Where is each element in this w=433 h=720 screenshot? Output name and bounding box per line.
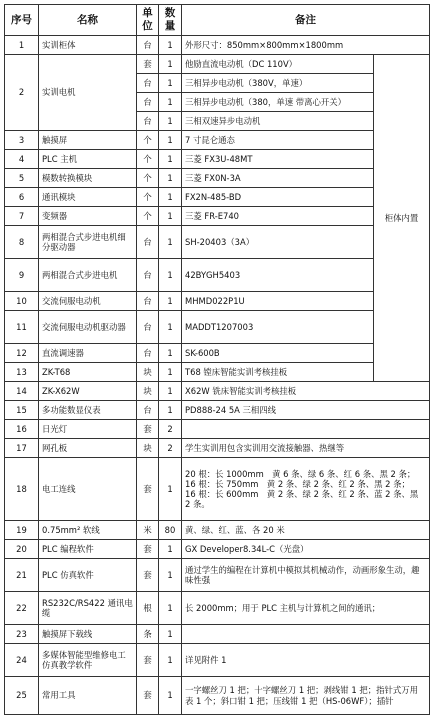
row-number: 17 [5, 439, 39, 458]
item-remark: 通过学生的编程在计算机中模拟其机械动作，动画形象生动，趣味性强 [182, 559, 430, 592]
row-number: 15 [5, 401, 39, 420]
header-no: 序号 [5, 5, 39, 36]
item-unit: 根 [137, 592, 159, 625]
item-unit: 台 [137, 259, 159, 292]
item-qty: 1 [159, 382, 182, 401]
item-unit: 台 [137, 401, 159, 420]
row-number: 23 [5, 625, 39, 644]
group-remark: 柜体内置 [374, 55, 430, 382]
item-name: 变频器 [39, 207, 137, 226]
remark-line: 2 条。 [185, 499, 210, 510]
item-remark: 三菱 FR-E740 [182, 207, 374, 226]
item-unit: 套 [137, 458, 159, 521]
item-name: 触摸屏下载线 [39, 625, 137, 644]
item-qty: 1 [159, 93, 182, 112]
item-name: 电工连线 [39, 458, 137, 521]
item-qty: 1 [159, 458, 182, 521]
item-remark: 学生实训用包含实训用交流接触器、热继等 [182, 439, 430, 458]
item-qty: 1 [159, 344, 182, 363]
item-name: 实训电机 [39, 55, 137, 131]
item-qty: 2 [159, 420, 182, 439]
row-number: 20 [5, 540, 39, 559]
row-number: 13 [5, 363, 39, 382]
table-row [5, 420, 430, 439]
row-number: 11 [5, 311, 39, 344]
item-name: PLC 编程软件 [39, 540, 137, 559]
remark-line: 16 根：长 600mm 黄 2 条、绿 2 条、红 2 条、蓝 2 条、黑 [185, 489, 419, 499]
item-name: 触摸屏 [39, 131, 137, 150]
item-qty: 1 [159, 188, 182, 207]
table-row [5, 363, 430, 382]
row-number: 2 [5, 55, 39, 131]
item-qty: 1 [159, 55, 182, 74]
item-remark: FX2N-485-BD [182, 188, 374, 207]
table-row [5, 311, 430, 344]
item-unit: 台 [137, 36, 159, 55]
item-unit: 块 [137, 363, 159, 382]
item-name: 实训柜体 [39, 36, 137, 55]
table-row [5, 169, 430, 188]
row-number: 3 [5, 131, 39, 150]
item-remark: SH-20403（3A） [182, 226, 374, 259]
item-name: 交流伺服电动机驱动器 [39, 311, 137, 344]
table-row [5, 344, 430, 363]
item-qty: 80 [159, 521, 182, 540]
row-number: 9 [5, 259, 39, 292]
table-row [5, 559, 430, 592]
table-row [5, 188, 430, 207]
item-name: 0.75mm² 软线 [39, 521, 137, 540]
row-number: 25 [5, 677, 39, 715]
header-remark: 备注 [182, 5, 430, 36]
item-remark: MHMD022P1U [182, 292, 374, 311]
table-row [5, 521, 430, 540]
item-unit: 台 [137, 344, 159, 363]
item-unit: 套 [137, 420, 159, 439]
item-name: 模数转换模块 [39, 169, 137, 188]
header-unit: 单位 [137, 5, 159, 36]
table-row [5, 131, 430, 150]
item-remark: 外形尺寸：850mm×800mm×1800mm [182, 36, 430, 55]
header-name: 名称 [39, 5, 137, 36]
item-qty: 1 [159, 625, 182, 644]
item-qty: 1 [159, 169, 182, 188]
header-row [5, 5, 430, 36]
item-unit: 套 [137, 540, 159, 559]
row-number: 19 [5, 521, 39, 540]
row-number: 5 [5, 169, 39, 188]
item-name: 通讯模块 [39, 188, 137, 207]
table-row [5, 592, 430, 625]
item-unit: 条 [137, 625, 159, 644]
item-remark: GX Developer8.34L-C（光盘） [182, 540, 430, 559]
item-unit: 套 [137, 559, 159, 592]
row-number: 8 [5, 226, 39, 259]
item-qty: 1 [159, 259, 182, 292]
table-row [5, 540, 430, 559]
item-name: 多功能数显仪表 [39, 401, 137, 420]
table-row [5, 226, 430, 259]
item-unit: 台 [137, 74, 159, 93]
item-remark: 三相异步电动机（380，单速 带离心开关） [182, 93, 374, 112]
row-number: 14 [5, 382, 39, 401]
item-remark [182, 625, 430, 644]
row-number: 7 [5, 207, 39, 226]
table-row [5, 55, 430, 74]
remark-line: 16 根：长 750mm 黄 2 条、绿 2 条、红 2 条、黑 2 条； [185, 478, 410, 489]
item-name: RS232C/RS422 通讯电缆 [39, 592, 137, 625]
table-row [5, 458, 430, 521]
item-unit: 米 [137, 521, 159, 540]
row-number: 1 [5, 36, 39, 55]
item-remark: MADDT1207003 [182, 311, 374, 344]
item-remark: 三相双速异步电动机 [182, 112, 374, 131]
item-qty: 1 [159, 150, 182, 169]
table-row [5, 644, 430, 677]
item-name: ZK-X62W [39, 382, 137, 401]
item-remark: 7 寸昆仑通态 [182, 131, 374, 150]
item-name: 日光灯 [39, 420, 137, 439]
item-unit: 台 [137, 292, 159, 311]
item-unit: 个 [137, 131, 159, 150]
item-remark: 一字螺丝刀 1 把；十字螺丝刀 1 把；剥线钳 1 把；指针式万用表 1 个；斜口钳 1 把；压线钳 1 把（HS-06WF）；插针 [182, 677, 430, 715]
item-remark: T68 镗床智能实训考核挂板 [182, 363, 374, 382]
item-name: 直流调速器 [39, 344, 137, 363]
item-qty: 1 [159, 226, 182, 259]
item-qty: 1 [159, 559, 182, 592]
table-row [5, 401, 430, 420]
item-name: 两相混合式步进电机细分驱动器 [39, 226, 137, 259]
item-unit: 套 [137, 677, 159, 715]
item-qty: 2 [159, 439, 182, 458]
item-name: 常用工具 [39, 677, 137, 715]
row-number: 18 [5, 458, 39, 521]
row-number: 6 [5, 188, 39, 207]
item-qty: 1 [159, 540, 182, 559]
item-remark [182, 420, 430, 439]
item-qty: 1 [159, 292, 182, 311]
row-number: 24 [5, 644, 39, 677]
item-qty: 1 [159, 112, 182, 131]
row-number: 12 [5, 344, 39, 363]
row-number: 4 [5, 150, 39, 169]
item-qty: 1 [159, 363, 182, 382]
item-name: ZK-T68 [39, 363, 137, 382]
item-qty: 1 [159, 401, 182, 420]
item-unit: 块 [137, 439, 159, 458]
item-qty: 1 [159, 644, 182, 677]
item-name: 多媒体智能型维修电工仿真教学软件 [39, 644, 137, 677]
table-row [5, 207, 430, 226]
remark-line: 20 根：长 1000mm 黄 6 条、绿 6 条、红 6 条、黑 2 条； [185, 468, 416, 479]
item-remark: 三菱 FX3U-48MT [182, 150, 374, 169]
header-qty: 数量 [159, 5, 182, 36]
row-number: 22 [5, 592, 39, 625]
item-unit: 个 [137, 207, 159, 226]
item-remark [182, 458, 430, 521]
item-qty: 1 [159, 207, 182, 226]
item-unit: 个 [137, 169, 159, 188]
table-row [5, 292, 430, 311]
item-unit: 个 [137, 150, 159, 169]
table-row [5, 439, 430, 458]
item-name: PLC 仿真软件 [39, 559, 137, 592]
item-remark: SK-600B [182, 344, 374, 363]
item-remark: 三相异步电动机（380V，单速） [182, 74, 374, 93]
item-name: 两相混合式步进电机 [39, 259, 137, 292]
table-row [5, 382, 430, 401]
item-remark: 他励直流电动机（DC 110V） [182, 55, 374, 74]
item-remark: PD888-24 5A 三相四线 [182, 401, 430, 420]
item-unit: 台 [137, 311, 159, 344]
item-remark: 三菱 FX0N-3A [182, 169, 374, 188]
item-unit: 台 [137, 112, 159, 131]
item-qty: 1 [159, 311, 182, 344]
item-remark: 详见附件 1 [182, 644, 430, 677]
item-remark: X62W 铣床智能实训考核挂板 [182, 382, 430, 401]
table-row [5, 150, 430, 169]
item-qty: 1 [159, 592, 182, 625]
item-remark: 黄、绿、红、蓝、各 20 米 [182, 521, 430, 540]
item-name: PLC 主机 [39, 150, 137, 169]
item-unit: 套 [137, 55, 159, 74]
item-unit: 台 [137, 226, 159, 259]
item-unit: 套 [137, 644, 159, 677]
item-unit: 个 [137, 188, 159, 207]
table-row [5, 259, 430, 292]
row-number: 10 [5, 292, 39, 311]
item-unit: 台 [137, 93, 159, 112]
item-qty: 1 [159, 677, 182, 715]
table-body [5, 36, 430, 715]
item-remark: 长 2000mm；用于 PLC 主机与计算机之间的通讯； [182, 592, 430, 625]
item-unit: 块 [137, 382, 159, 401]
table-row [5, 625, 430, 644]
item-qty: 1 [159, 74, 182, 93]
equipment-table [4, 4, 430, 715]
item-remark: 42BYGH5403 [182, 259, 374, 292]
item-qty: 1 [159, 36, 182, 55]
table-row [5, 36, 430, 55]
item-qty: 1 [159, 131, 182, 150]
row-number: 16 [5, 420, 39, 439]
table-row [5, 677, 430, 715]
item-name: 网孔板 [39, 439, 137, 458]
item-name: 交流伺服电动机 [39, 292, 137, 311]
row-number: 21 [5, 559, 39, 592]
